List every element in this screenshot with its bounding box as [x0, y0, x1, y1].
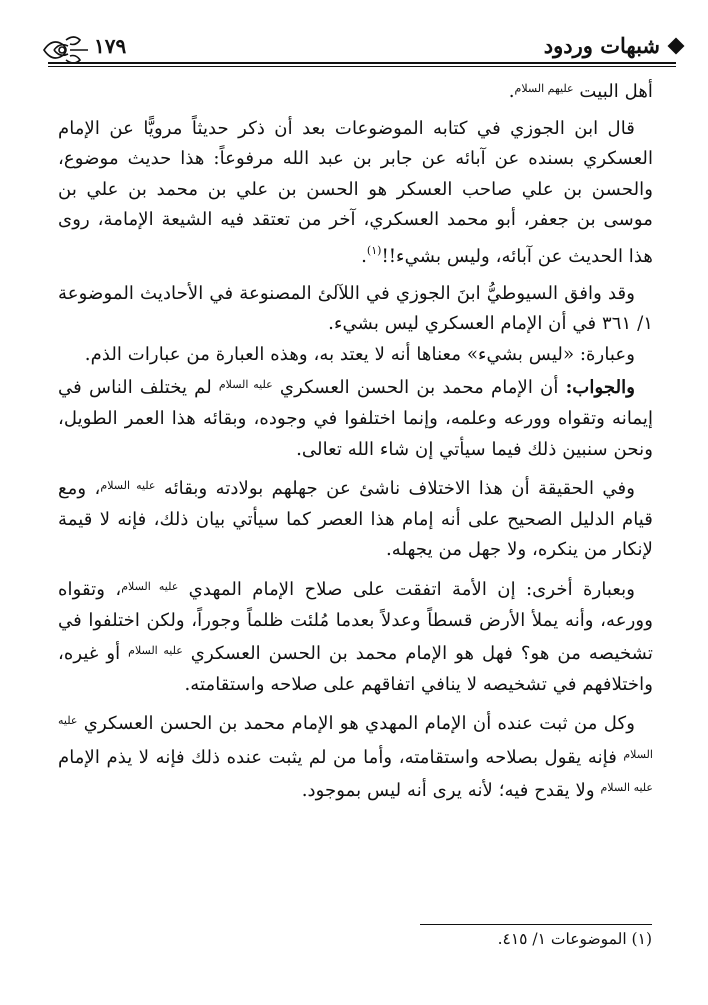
paragraph-8: وكل من ثبت عنده أن الإمام المهدي هو الإمام محمد بن الحسن العسكري $^{عليه السلام}$ فإنه يقول بصلاحه واستقامته، وأما من لم يثبت عنده ذلك فإنه لا يذم الإمام $^{عليه السلام}$ ولا يقدح فيه؛ لأنه يرى أنه ليس بموجود.	[58, 713, 653, 802]
honorific: عليه السلام	[58, 714, 653, 761]
answer-lead: والجواب:	[565, 377, 635, 399]
footnote-rule	[420, 924, 652, 925]
honorific: عليه السلام	[100, 479, 156, 493]
header-rule	[48, 62, 676, 64]
paragraph-5: والجواب: أن الإمام محمد بن الحسن العسكري $^{عليه السلام}$ لم يختلف الناس في إيمانه وتقواه وورعه وعلمه، وإنما اختلفوا في وجوده، وبقائه هذا العمر الطويل، ونحن سنبين ذلك فيما سيأتي إن شاء الله تعالى.	[58, 377, 653, 460]
honorific: عليه السلام	[600, 781, 653, 795]
paragraph-7: وبعبارة أخرى: إن الأمة اتفقت على صلاح الإمام المهدي $^{عليه السلام}$، وتقواه وورعه، وأنه يملأ الأرض قسطاً وعدلاً بعدما مُلئت ظلماً وجوراً، ولكن اختلفوا في تشخيصه من هو؟ فهل هو الإمام محمد بن الحسن العسكري $^{عليه السلام}$ أو غيره، واختلافهم في تشخيصه لا ينافي اتفاقهم على صلاحه واستقامته.	[58, 578, 653, 695]
paragraph-6: وفي الحقيقة أن هذا الاختلاف ناشئ عن جهلهم بولادته وبقائه $^{عليه السلام}$، ومع قيام الدليل الصحيح على أنه إمام هذا العصر كما سيأتي بيان ذلك، فإنه لا قيمة لإنكار من ينكره، ولا جهل من يجهله.	[58, 478, 653, 561]
paragraph-2: قال ابن الجوزي في كتابه الموضوعات بعد أن ذكر حديثاً مرويًّا عن الإمام العسكري بسنده عن آبائه عن جابر بن عبد الله مرفوعاً: هذا حديث موضوع، والحسن بن علي صاحب العسكر هو الحسن بن علي بن محمد بن علي بن موسى بن جعفر، أبو محمد العسكري، آخر من تعتقد فيه الشيعة الإمامة، روى هذا الحديث عن آبائه، وليس بشيء!!$^{(١)}$.	[58, 117, 653, 267]
honorific: عليهم السلام	[514, 82, 574, 95]
paragraph-4: وعبارة: «ليس بشيء» معناها أنه لا يعتد به، وهذه العبارة من عبارات الذم.	[84, 343, 635, 365]
header-rule-thin	[48, 66, 676, 67]
honorific: عليه السلام	[121, 579, 179, 593]
diamond-icon	[668, 38, 685, 55]
main-text	[58, 74, 653, 807]
page-number: ١٧٩	[94, 34, 127, 58]
honorific: عليه السلام	[128, 644, 183, 658]
page-header	[40, 28, 680, 70]
footnote: (١) الموضوعات ١/ ٤١٥.	[497, 930, 652, 948]
footnote-ref[interactable]: (١)	[366, 243, 382, 257]
honorific: عليه السلام	[218, 378, 273, 392]
running-title: شبهات وردود	[543, 33, 660, 58]
paragraph-3: وقد وافق السيوطيُّ ابنَ الجوزي في اللآلئ المصنوعة في الأحاديث الموضوعة ١/ ٣٦١ في أن الإمام العسكري ليس بشيء.	[58, 282, 653, 335]
paragraph-1: أهل البيت $^{عليهم السلام}$.	[508, 81, 653, 102]
